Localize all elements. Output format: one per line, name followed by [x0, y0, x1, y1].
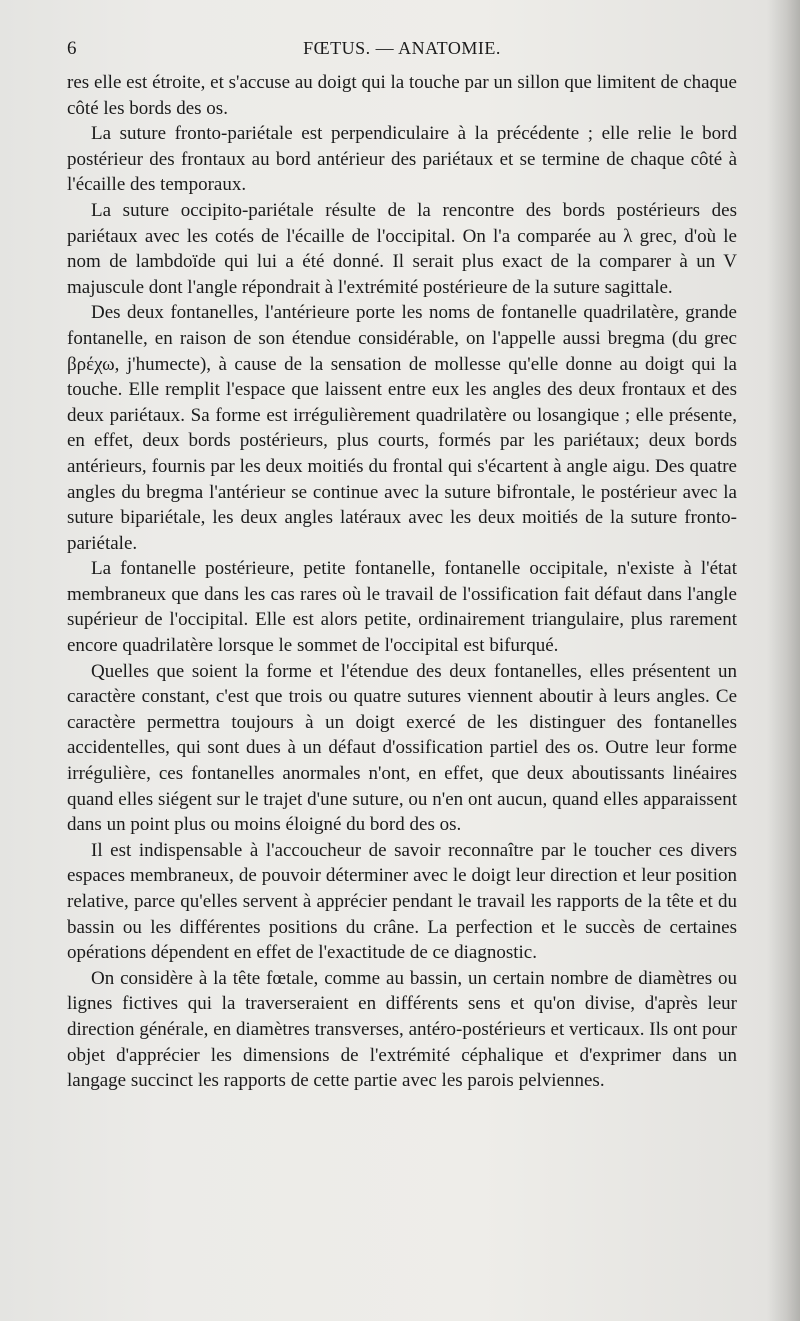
paragraph: Il est indispensable à l'accoucheur de savoir reconnaître par le toucher ces divers espaces membraneux, de pouvoir déterminer avec le doigt leur direction et leur position relative, parce qu'elles servent à apprécier pendant le travail les rapports de la tête et du bassin ou les différentes positions du crâne. La perfection et le succès de certaines opérations dépendent en effet de l'exactitude de ce diagnostic. — [67, 839, 737, 964]
page-shadow — [766, 0, 800, 1321]
paragraph: Quelles que soient la forme et l'étendue des deux fontanelles, elles présentent un caractère constant, c'est que trois ou quatre sutures viennent aboutir à leurs angles. Ce caractère permettra toujours à un doigt exercé de les distinguer des fontanelles accidentelles, qui sont dues à un défaut d'ossification partiel des os. Outre leur forme irrégulière, ces fontanelles anormales n'ont, en effet, que deux aboutissants linéaires quand elles siégent sur le trajet d'une suture, ou n'en ont aucun, quand elles apparaissent dans un point plus ou moins éloigné du bord des os. — [67, 660, 737, 836]
running-title: FŒTUS. — ANATOMIE. — [303, 38, 501, 58]
paragraph: La fontanelle postérieure, petite fontanelle, fontanelle occipitale, n'existe à l'état membraneux que dans les cas rares où le travail de l'ossification fait défaut dans l'angle supérieur de l'occipital. Elle est alors petite, ordinairement triangulaire, plus rarement encore quadrilatère lorsque le sommet de l'occipital est bifurqué. — [67, 558, 737, 657]
paragraph: Des deux fontanelles, l'antérieure porte les noms de fontanelle quadrilatère, grande fontanelle, en raison de son étendue considérable, on l'appelle aussi bregma (du grec βρέχω, j'humecte), à cause de la sensation de mollesse qu'elle donne au doigt qui la touche. Elle remplit l'espace que laissent entre eux les angles des deux frontaux et des deux pariétaux. Sa forme est irrégulièrement quadrilatère ou losangique ; elle présente, en effet, deux bords postérieurs, plus courts, formés par les pariétaux; deux bords antérieurs, fournis par les deux moitiés du frontal qui s'écartent à angle aigu. Des quatre angles du bregma l'antérieur se continue avec la suture bifrontale, le postérieur avec la suture bipariétale, les deux angles latéraux avec les deux moitiés de la suture fronto-pariétale. — [67, 302, 737, 554]
paragraph: La suture occipito-pariétale résulte de la rencontre des bords postérieurs des pariétaux avec les cotés de l'écaille de l'occipital. On l'a comparée au λ grec, d'où le nom de lambdoïde qui lui a été donné. Il serait plus exact de la comparer à un V majuscule dont l'angle répondrait à l'extrémité postérieure de la suture sagittale. — [67, 199, 737, 298]
paragraph: La suture fronto-pariétale est perpendiculaire à la précédente ; elle relie le bord postérieur des frontaux au bord antérieur des pariétaux et se termine de chaque côté à l'écaille des temporaux. — [67, 123, 737, 196]
running-header — [67, 38, 737, 62]
paragraph: On considère à la tête fœtale, comme au bassin, un certain nombre de diamètres ou lignes fictives qui la traverseraient en différents sens et qu'on divise, d'après leur direction générale, en diamètres transverses, antéro-postérieurs et verticaux. Ils ont pour objet d'apprécier les dimensions de l'extrémité céphalique et d'exprimer dans un langage succinct les rapports de cette partie avec les parois pelviennes. — [67, 967, 737, 1092]
page-number: 6 — [67, 38, 77, 59]
paragraph: res elle est étroite, et s'accuse au doigt qui la touche par un sillon que limitent de chaque côté les bords des os. — [67, 72, 737, 119]
body-text — [67, 70, 737, 1094]
